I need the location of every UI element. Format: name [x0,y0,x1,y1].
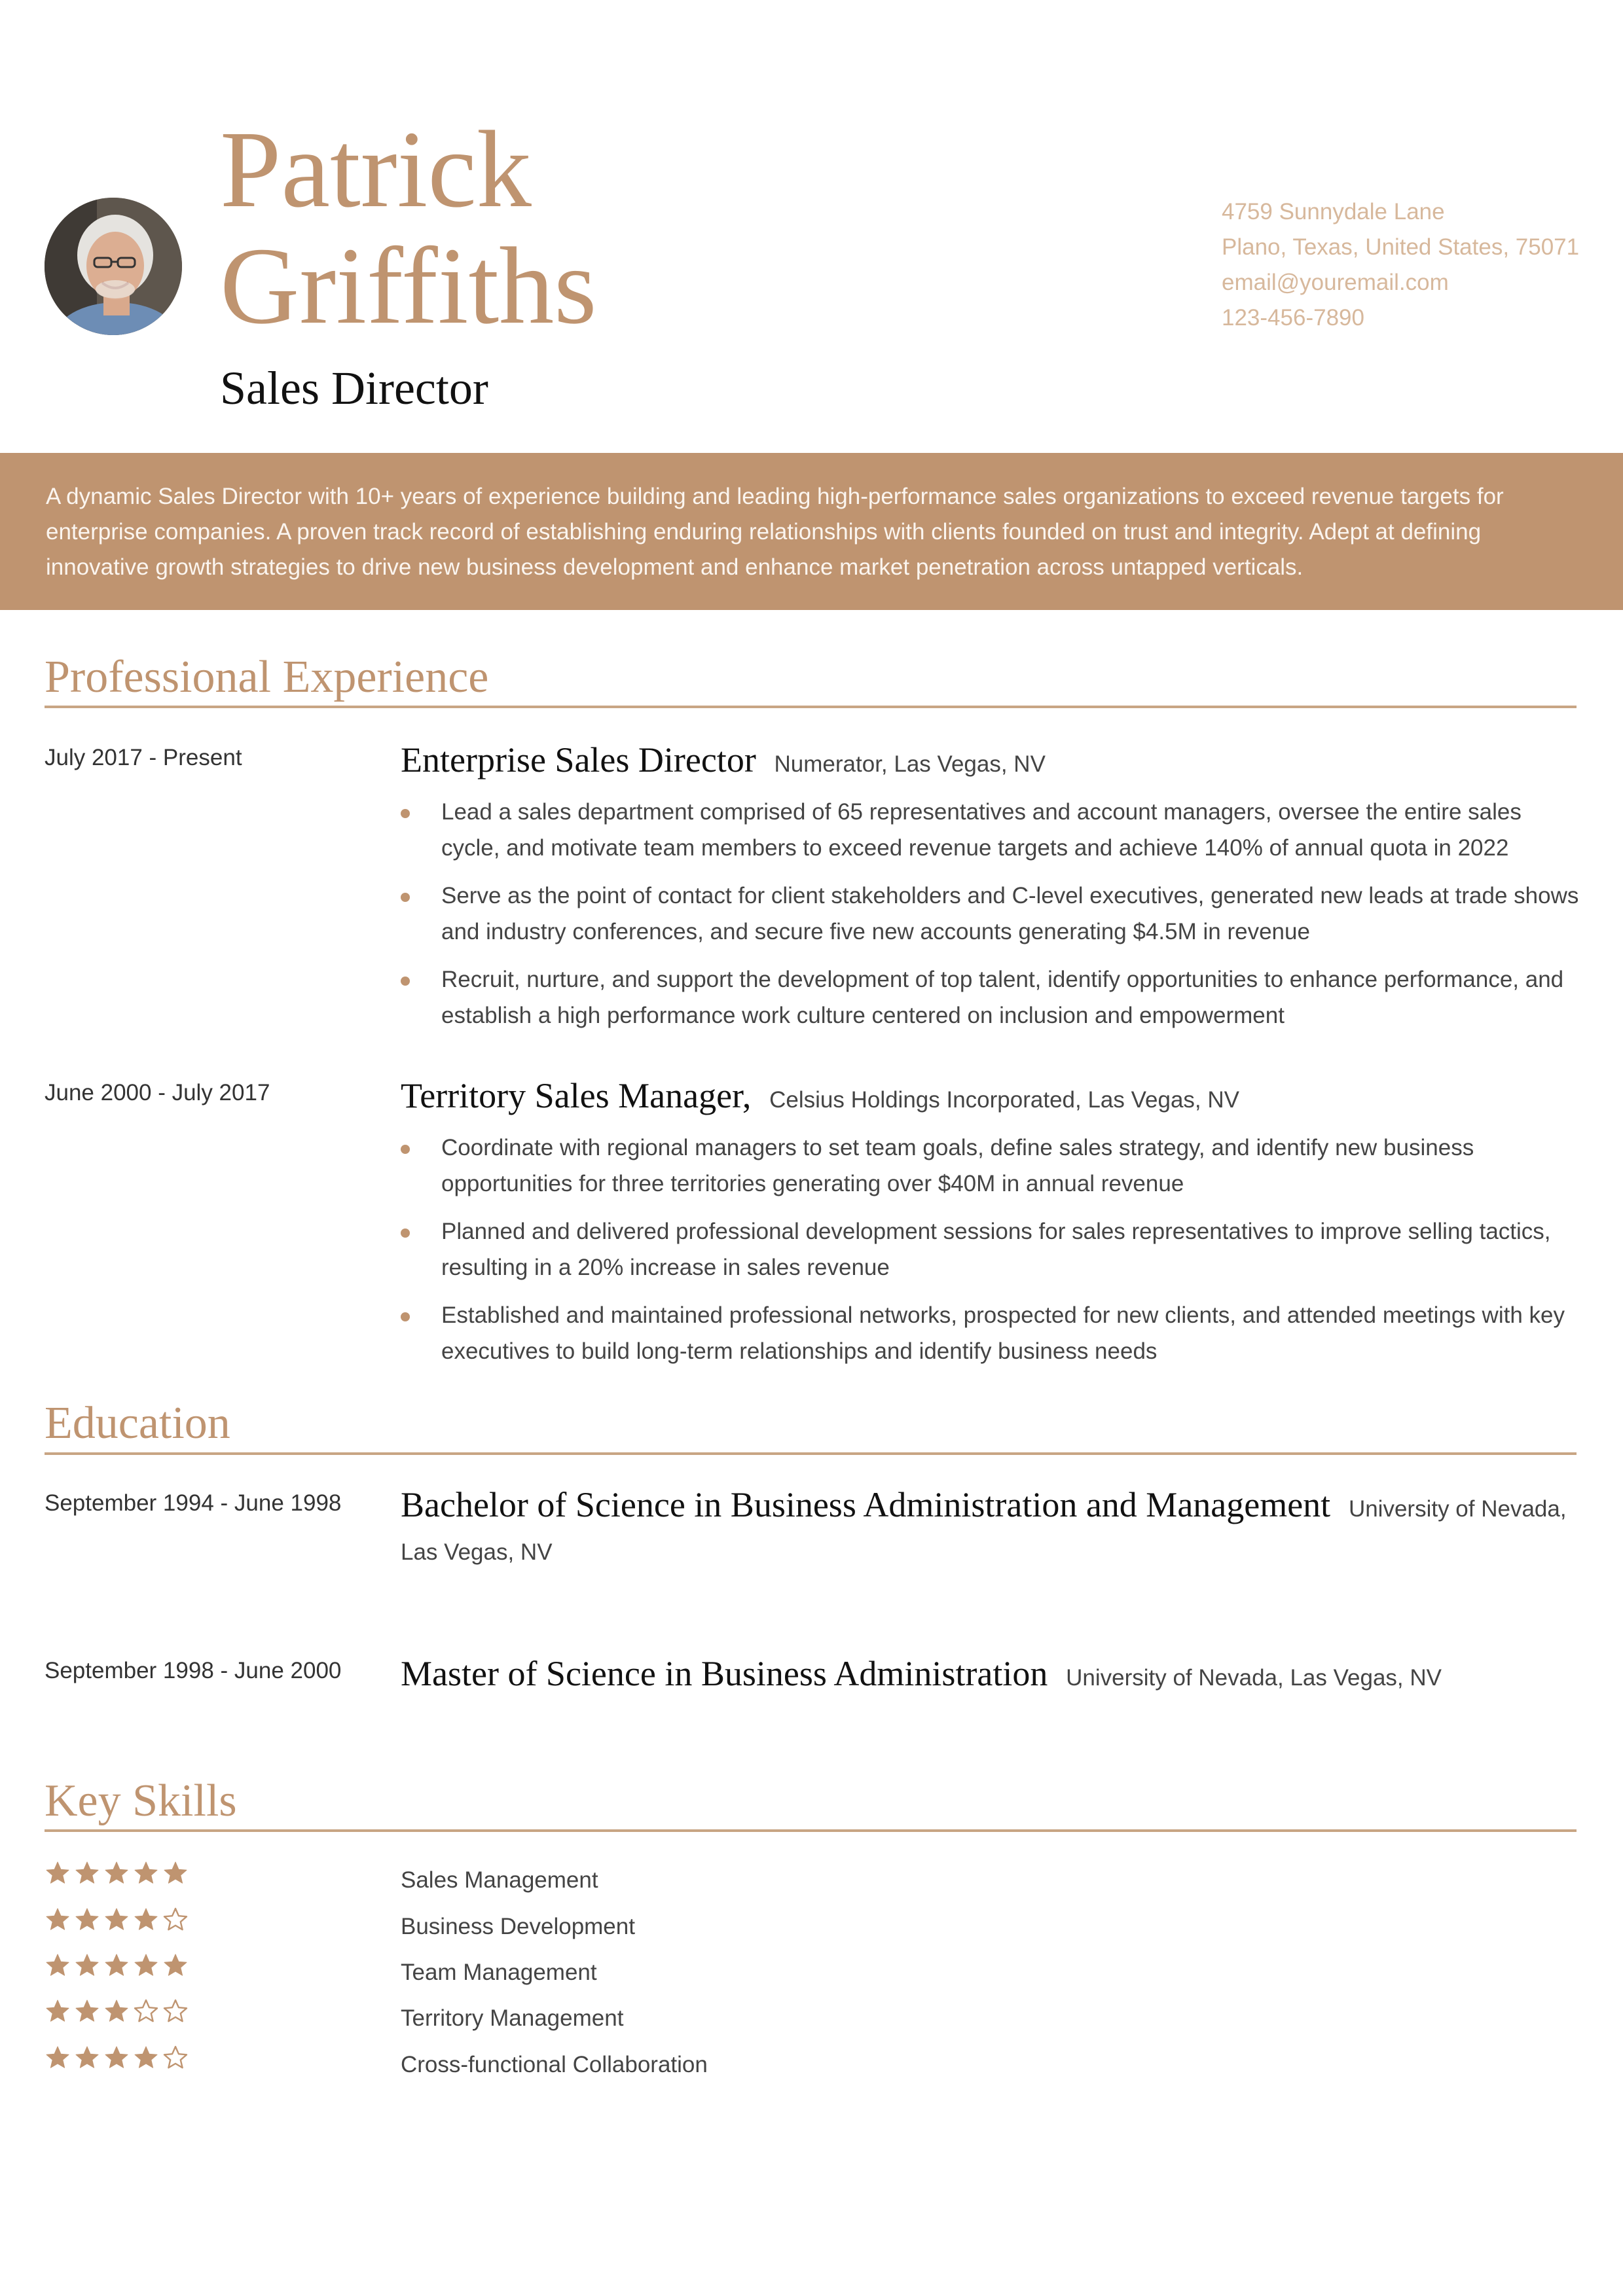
skill-name: Territory Management [401,2005,624,2031]
bullet-text: Planned and delivered professional development sessions for sales representatives to improve selling tactics, resulting in a 20% increase in sales revenue [441,1219,1551,1280]
address-line-2: Plano, Texas, United States, 75071 [1222,234,1580,260]
star-outline-icon [162,1907,189,1933]
star-outline-icon [162,1998,189,2024]
star-outline-icon [133,1998,159,2024]
star-filled-icon [133,1860,159,1886]
bullet-text: Lead a sales department comprised of 65 representatives and account managers, oversee the entire sales cycle, and motivate team members to exceed revenue targets and achieve 140% of annual quota in 2022 [441,799,1522,861]
profile-photo-illustration [45,198,182,335]
bullet-icon [401,1229,410,1238]
education-dates: September 1994 - June 1998 [45,1490,342,1516]
star-filled-icon [74,2045,100,2071]
star-filled-icon [162,1952,189,1979]
star-filled-icon [74,1907,100,1933]
contact-info [1222,194,1579,336]
bullet-icon [401,809,410,818]
skill-rating [45,1952,192,1992]
bullet-icon [401,893,410,902]
skill-row [45,1860,961,1899]
star-filled-icon [133,2045,159,2071]
star-filled-icon [45,1907,71,1933]
star-filled-icon [162,1860,189,1886]
job-bullets [401,794,1579,1033]
job-dates: June 2000 - July 2017 [45,1080,270,1105]
candidate-last-name: Griffiths [220,225,597,347]
skill-row [45,2045,961,2084]
star-filled-icon [45,2045,71,2071]
profile-photo [45,198,182,335]
education-entry [401,1483,1579,1574]
education-dates: September 1998 - June 2000 [45,1658,342,1683]
skill-rating [45,1998,192,2037]
skill-row [45,1998,961,2037]
star-filled-icon [133,1952,159,1979]
job-header [401,1075,1579,1121]
skill-rating [45,2045,192,2084]
skill-rating [45,1907,192,1946]
section-divider [45,1452,1577,1455]
job-role: Enterprise Sales Director [401,740,756,780]
star-filled-icon [103,1952,130,1979]
job-bullet [401,1213,1579,1285]
section-title-skills: Key Skills [45,1776,237,1826]
education-header [401,1652,1579,1700]
phone-number: 123-456-7890 [1222,305,1364,331]
job-title: Sales Director [220,362,488,414]
job-entry [401,740,1579,1045]
summary-text: A dynamic Sales Director with 10+ years of experience building and leading high-performance sales organizations to exceed revenue targets for enterprise companies. A proven track record of establishing enduring relationships with clients founded on trust and integrity. Adept at defining innovative growth strategies to drive new business development and enhance market penetration across untapped verticals. [46,484,1504,580]
education-degree: Bachelor of Science in Business Administration and Management [401,1485,1331,1524]
skill-name: Team Management [401,1960,597,1985]
bullet-icon [401,1145,410,1154]
section-divider [45,1829,1577,1832]
education-degree: Master of Science in Business Administration [401,1654,1048,1693]
star-filled-icon [133,1907,159,1933]
star-filled-icon [74,1860,100,1886]
job-bullets [401,1130,1579,1369]
education-header [401,1483,1579,1574]
skill-name: Sales Management [401,1867,598,1893]
star-outline-icon [162,2045,189,2071]
job-entry [401,1075,1579,1381]
star-filled-icon [103,1860,130,1886]
candidate-name [220,109,597,347]
education-school: University of Nevada, Las Vegas, NV [1066,1665,1442,1691]
job-company: Celsius Holdings Incorporated, Las Vegas, NV [769,1087,1239,1113]
bullet-text: Coordinate with regional managers to set team goals, define sales strategy, and identify new business opportunities for three territories generating over $40M in annual revenue [441,1135,1474,1196]
summary-band [0,453,1623,610]
education-school: University of Nevada, Las Vegas, NV [401,1496,1567,1565]
skill-row [45,1952,961,1992]
star-filled-icon [74,1998,100,2024]
job-bullet [401,961,1579,1033]
email-link[interactable]: email@youremail.com [1222,270,1449,295]
star-filled-icon [45,1998,71,2024]
skill-row [45,1907,961,1946]
star-filled-icon [45,1952,71,1979]
job-company: Numerator, Las Vegas, NV [774,751,1046,777]
skill-rating [45,1860,192,1899]
section-title-experience: Professional Experience [45,652,489,702]
star-filled-icon [103,2045,130,2071]
education-entry [401,1652,1579,1700]
job-bullet [401,1130,1579,1202]
section-title-education: Education [45,1398,230,1448]
star-filled-icon [103,1907,130,1933]
bullet-text: Serve as the point of contact for client stakeholders and C-level executives, generated new leads at trade shows and industry conferences, and secure five new accounts generating $4.5M in revenue [441,883,1579,944]
address-line-1: 4759 Sunnydale Lane [1222,199,1445,224]
candidate-first-name: Patrick [220,109,532,230]
star-filled-icon [103,1998,130,2024]
skill-name: Business Development [401,1914,635,1939]
job-header [401,740,1579,785]
star-filled-icon [45,1860,71,1886]
bullet-text: Established and maintained professional networks, prospected for new clients, and attended meetings with key executives to build long-term relationships and identify business needs [441,1302,1565,1364]
job-bullet [401,878,1579,950]
bullet-icon [401,1312,410,1321]
job-bullet [401,794,1579,866]
star-filled-icon [74,1952,100,1979]
bullet-text: Recruit, nurture, and support the development of top talent, identify opportunities to enhance performance, and establish a high performance work culture centered on inclusion and empowerment [441,967,1564,1028]
job-role: Territory Sales Manager, [401,1076,752,1115]
job-bullet [401,1297,1579,1369]
job-dates: July 2017 - Present [45,745,242,770]
skill-name: Cross-functional Collaboration [401,2052,708,2077]
bullet-icon [401,977,410,986]
section-divider [45,706,1577,708]
